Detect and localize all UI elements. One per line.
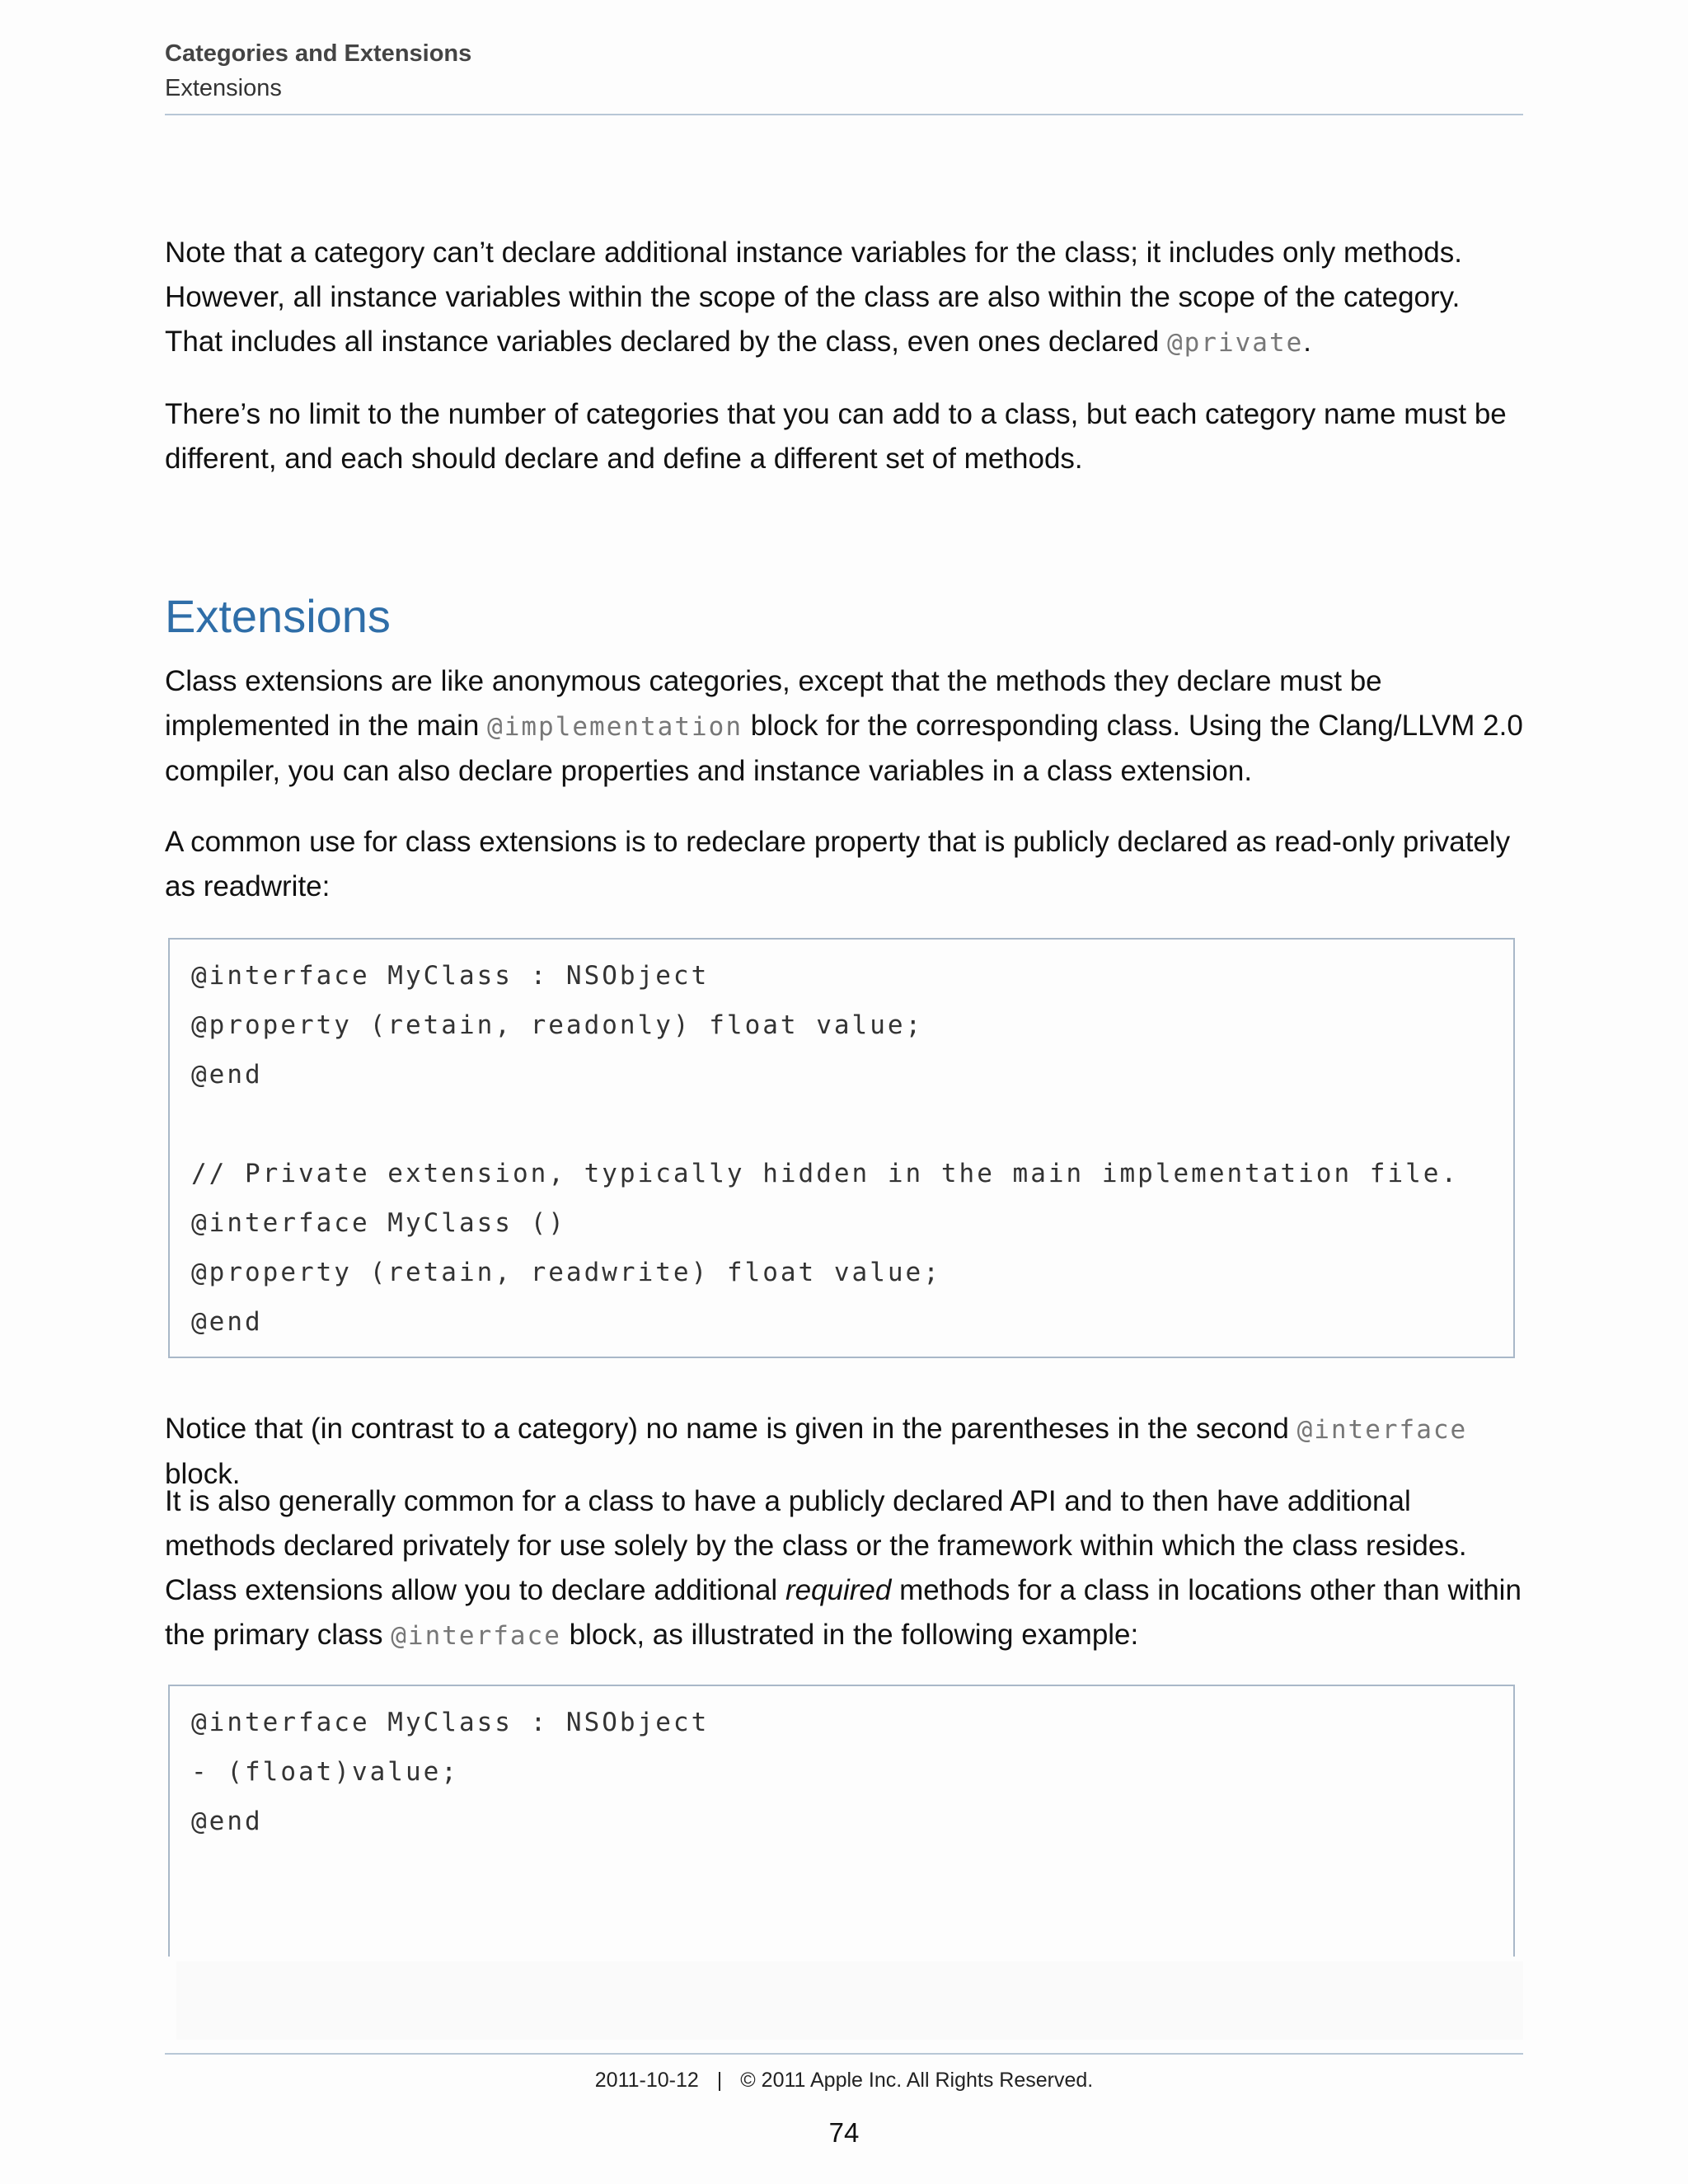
code-line: - (float)value; bbox=[191, 1757, 459, 1787]
page-footer bbox=[0, 2065, 1688, 2095]
extensions-p3-text: Notice that (in contrast to a category) no name is given in the parentheses in the second bbox=[165, 1413, 1297, 1445]
inline-code-implementation: @implementation bbox=[487, 712, 743, 742]
code-line: @interface MyClass : NSObject bbox=[191, 1708, 710, 1737]
inline-code-interface: @interface bbox=[1296, 1415, 1468, 1445]
code-line: @property (retain, readonly) float value; bbox=[191, 1010, 924, 1040]
code-comment-line: // Private extension, typically hidden in the main implementation file. bbox=[191, 1159, 1460, 1188]
page-break-band bbox=[176, 1961, 1523, 2040]
section-title-extensions: Extensions bbox=[165, 590, 391, 642]
header-section-title: Extensions bbox=[165, 75, 282, 101]
code-line: @interface MyClass : NSObject bbox=[191, 961, 710, 991]
header-chapter-title: Categories and Extensions bbox=[165, 40, 472, 67]
code-line: @interface MyClass () bbox=[191, 1208, 566, 1238]
footer-copyright: © 2011 Apple Inc. All Rights Reserved. bbox=[740, 2069, 1094, 2092]
intro-paragraph-ivars bbox=[165, 231, 1525, 365]
extensions-p1-rest: block for the corresponding class. Using the Clang/LLVM 2.0 compiler, you can also declare properties and instance variables in a class extension. bbox=[165, 710, 1523, 787]
code-listing-readwrite bbox=[168, 938, 1515, 1358]
code-line: @property (retain, readwrite) float value; bbox=[191, 1258, 941, 1287]
extensions-p4-mid: methods for a class in locations other than within the primary class bbox=[165, 1574, 1522, 1651]
inline-code-private: @private bbox=[1166, 328, 1304, 358]
header-divider bbox=[165, 114, 1523, 115]
footer-separator: | bbox=[716, 2069, 723, 2092]
extensions-p4-text: It is also generally common for a class to have a publicly declared API and to then have additional methods declared privately for use solely by the class or the framework within which the class resides. Class extensions allow you to declare additional bbox=[165, 1485, 1467, 1606]
extensions-p3-end: block. bbox=[165, 1458, 241, 1490]
intro-p1-text: Note that a category can’t declare additional instance variables for the class; it includes only methods. However, all instance variables within the scope of the class are also within the scope of the category. That includes all instance variables declared by the class, even ones declared bbox=[165, 237, 1462, 358]
code-line: @end bbox=[191, 1807, 263, 1836]
extensions-paragraph-common-use: A common use for class extensions is to redeclare property that is publicly declared as read-only privately as readwrite: bbox=[165, 826, 1511, 902]
code-listing-private-methods bbox=[168, 1685, 1515, 1957]
emphasis-required: required bbox=[785, 1574, 892, 1606]
extensions-p4-end: block, as illustrated in the following example: bbox=[560, 1619, 1139, 1651]
footer-divider bbox=[165, 2053, 1523, 2055]
code-line: @end bbox=[191, 1060, 263, 1090]
extensions-p1-text: Class extensions are like anonymous categories, except that the methods they declare must be implemented in the main bbox=[165, 665, 1382, 742]
extensions-paragraph-private-api bbox=[165, 1479, 1525, 1658]
page-number: 74 bbox=[828, 2117, 860, 2148]
code-line: @end bbox=[191, 1307, 263, 1337]
intro-p1-end: . bbox=[1303, 326, 1312, 358]
running-header bbox=[165, 36, 1523, 105]
extensions-paragraph-intro bbox=[165, 659, 1525, 794]
inline-code-interface: @interface bbox=[391, 1621, 561, 1651]
footer-date: 2011-10-12 bbox=[594, 2069, 699, 2092]
intro-paragraph-limit: There’s no limit to the number of categories that you can add to a class, but each category name must be different, and each should declare and define a different set of methods. bbox=[165, 398, 1507, 475]
